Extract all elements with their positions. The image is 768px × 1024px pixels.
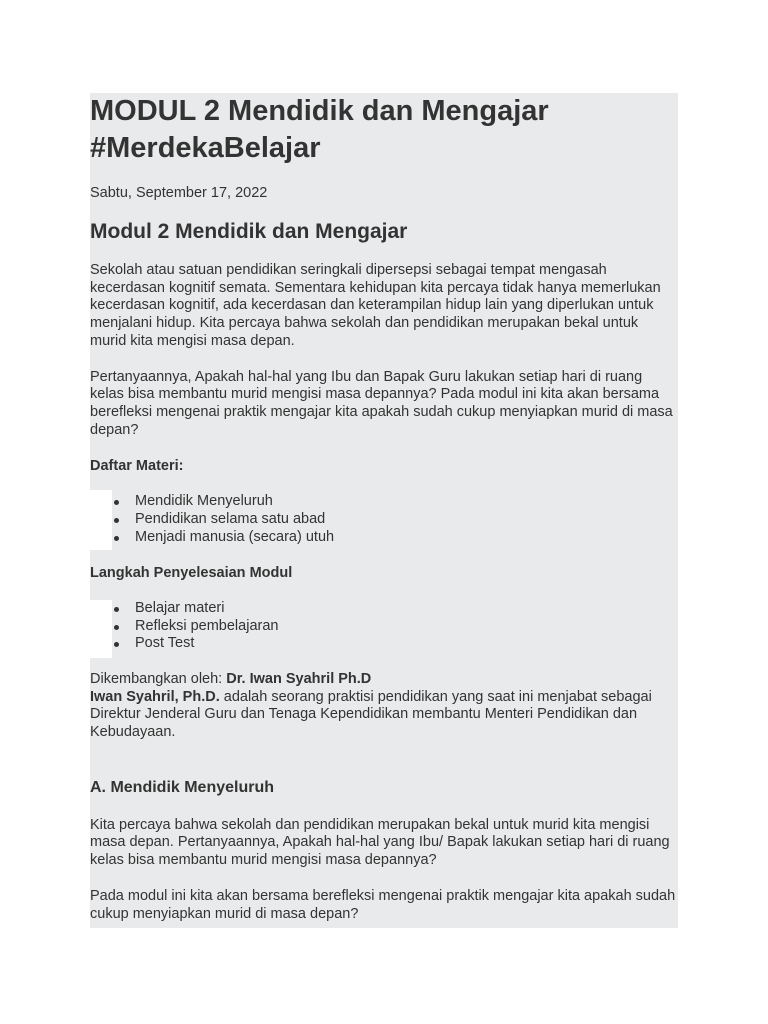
materi-label: Daftar Materi: <box>90 458 184 475</box>
developer-prefix: Dikembangkan oleh: <box>90 670 227 687</box>
list-item <box>90 493 678 511</box>
list-item <box>90 511 678 529</box>
list-item-text: Mendidik Menyeluruh <box>135 493 273 510</box>
section-a-paragraph: Kita percaya bahwa sekolah dan pendidikan merupakan bekal untuk murid kita mengisi masa depan. Pertanyaannya, Apakah hal-hal yang Ibu/ Bapak lakukan setiap hari di ruang kelas bisa membantu murid mengisi masa depannya? <box>90 816 670 869</box>
list-item-text: Refleksi pembelajaran <box>135 617 279 634</box>
post-title: MODUL 2 Mendidik dan Mengajar #MerdekaBelajar <box>90 95 549 164</box>
list-item <box>90 635 678 653</box>
developer-name: Dr. Iwan Syahril Ph.D <box>226 670 372 687</box>
developer-credit <box>90 671 678 742</box>
bullet-icon <box>114 500 119 505</box>
list-item-text: Post Test <box>135 635 195 652</box>
list-item-text: Belajar materi <box>135 600 225 617</box>
bullet-icon <box>114 625 119 630</box>
materi-list <box>90 493 678 546</box>
list-item-text: Menjadi manusia (secara) utuh <box>135 528 335 545</box>
list-item <box>90 600 678 618</box>
list-item-text: Pendidikan selama satu abad <box>135 510 326 527</box>
bullet-icon <box>114 607 119 612</box>
post-date: Sabtu, September 17, 2022 <box>90 185 268 201</box>
bullet-icon <box>114 536 119 541</box>
list-item <box>90 618 678 636</box>
post-content <box>90 93 678 923</box>
section-a-paragraph: Pada modul ini kita akan bersama berefleksi mengenai praktik mengajar kita apakah sudah cukup menyiapkan murid di masa depan? <box>90 887 676 922</box>
bullet-icon <box>114 518 119 523</box>
section-a-title: A. Mendidik Menyeluruh <box>90 778 275 796</box>
bullet-icon <box>114 642 119 647</box>
intro-paragraph: Pertanyaannya, Apakah hal-hal yang Ibu dan Bapak Guru lakukan setiap hari di ruang kelas bisa membantu murid mengisi masa depannya? Pada modul ini kita akan bersama berefleksi mengenai praktik mengajar kita apakah sudah cukup menyiapkan murid di masa depan? <box>90 368 673 438</box>
list-item <box>90 529 678 547</box>
langkah-list <box>90 600 678 653</box>
author-bio: adalah seorang praktisi pendidikan yang saat ini menjabat sebagai Direktur Jenderal Guru dan Tenaga Kependidikan membantu Menteri Pendidikan dan Kebudayaan. <box>90 688 652 740</box>
post-subtitle: Modul 2 Mendidik dan Mengajar <box>90 220 408 243</box>
author-name: Iwan Syahril, Ph.D. <box>90 688 220 705</box>
intro-paragraph: Sekolah atau satuan pendidikan seringkali dipersepsi sebagai tempat mengasah kecerdasan kognitif semata. Sementara kehidupan kita percaya tidak hanya memerlukan kecerdasan kognitif, ada kecerdasan dan keterampilan hidup lain yang diperlukan untuk menjalani hidup. Kita percaya bahwa sekolah dan pendidikan merupakan bekal untuk murid kita mengisi masa depan. <box>90 262 661 349</box>
langkah-label: Langkah Penyelesaian Modul <box>90 565 293 582</box>
